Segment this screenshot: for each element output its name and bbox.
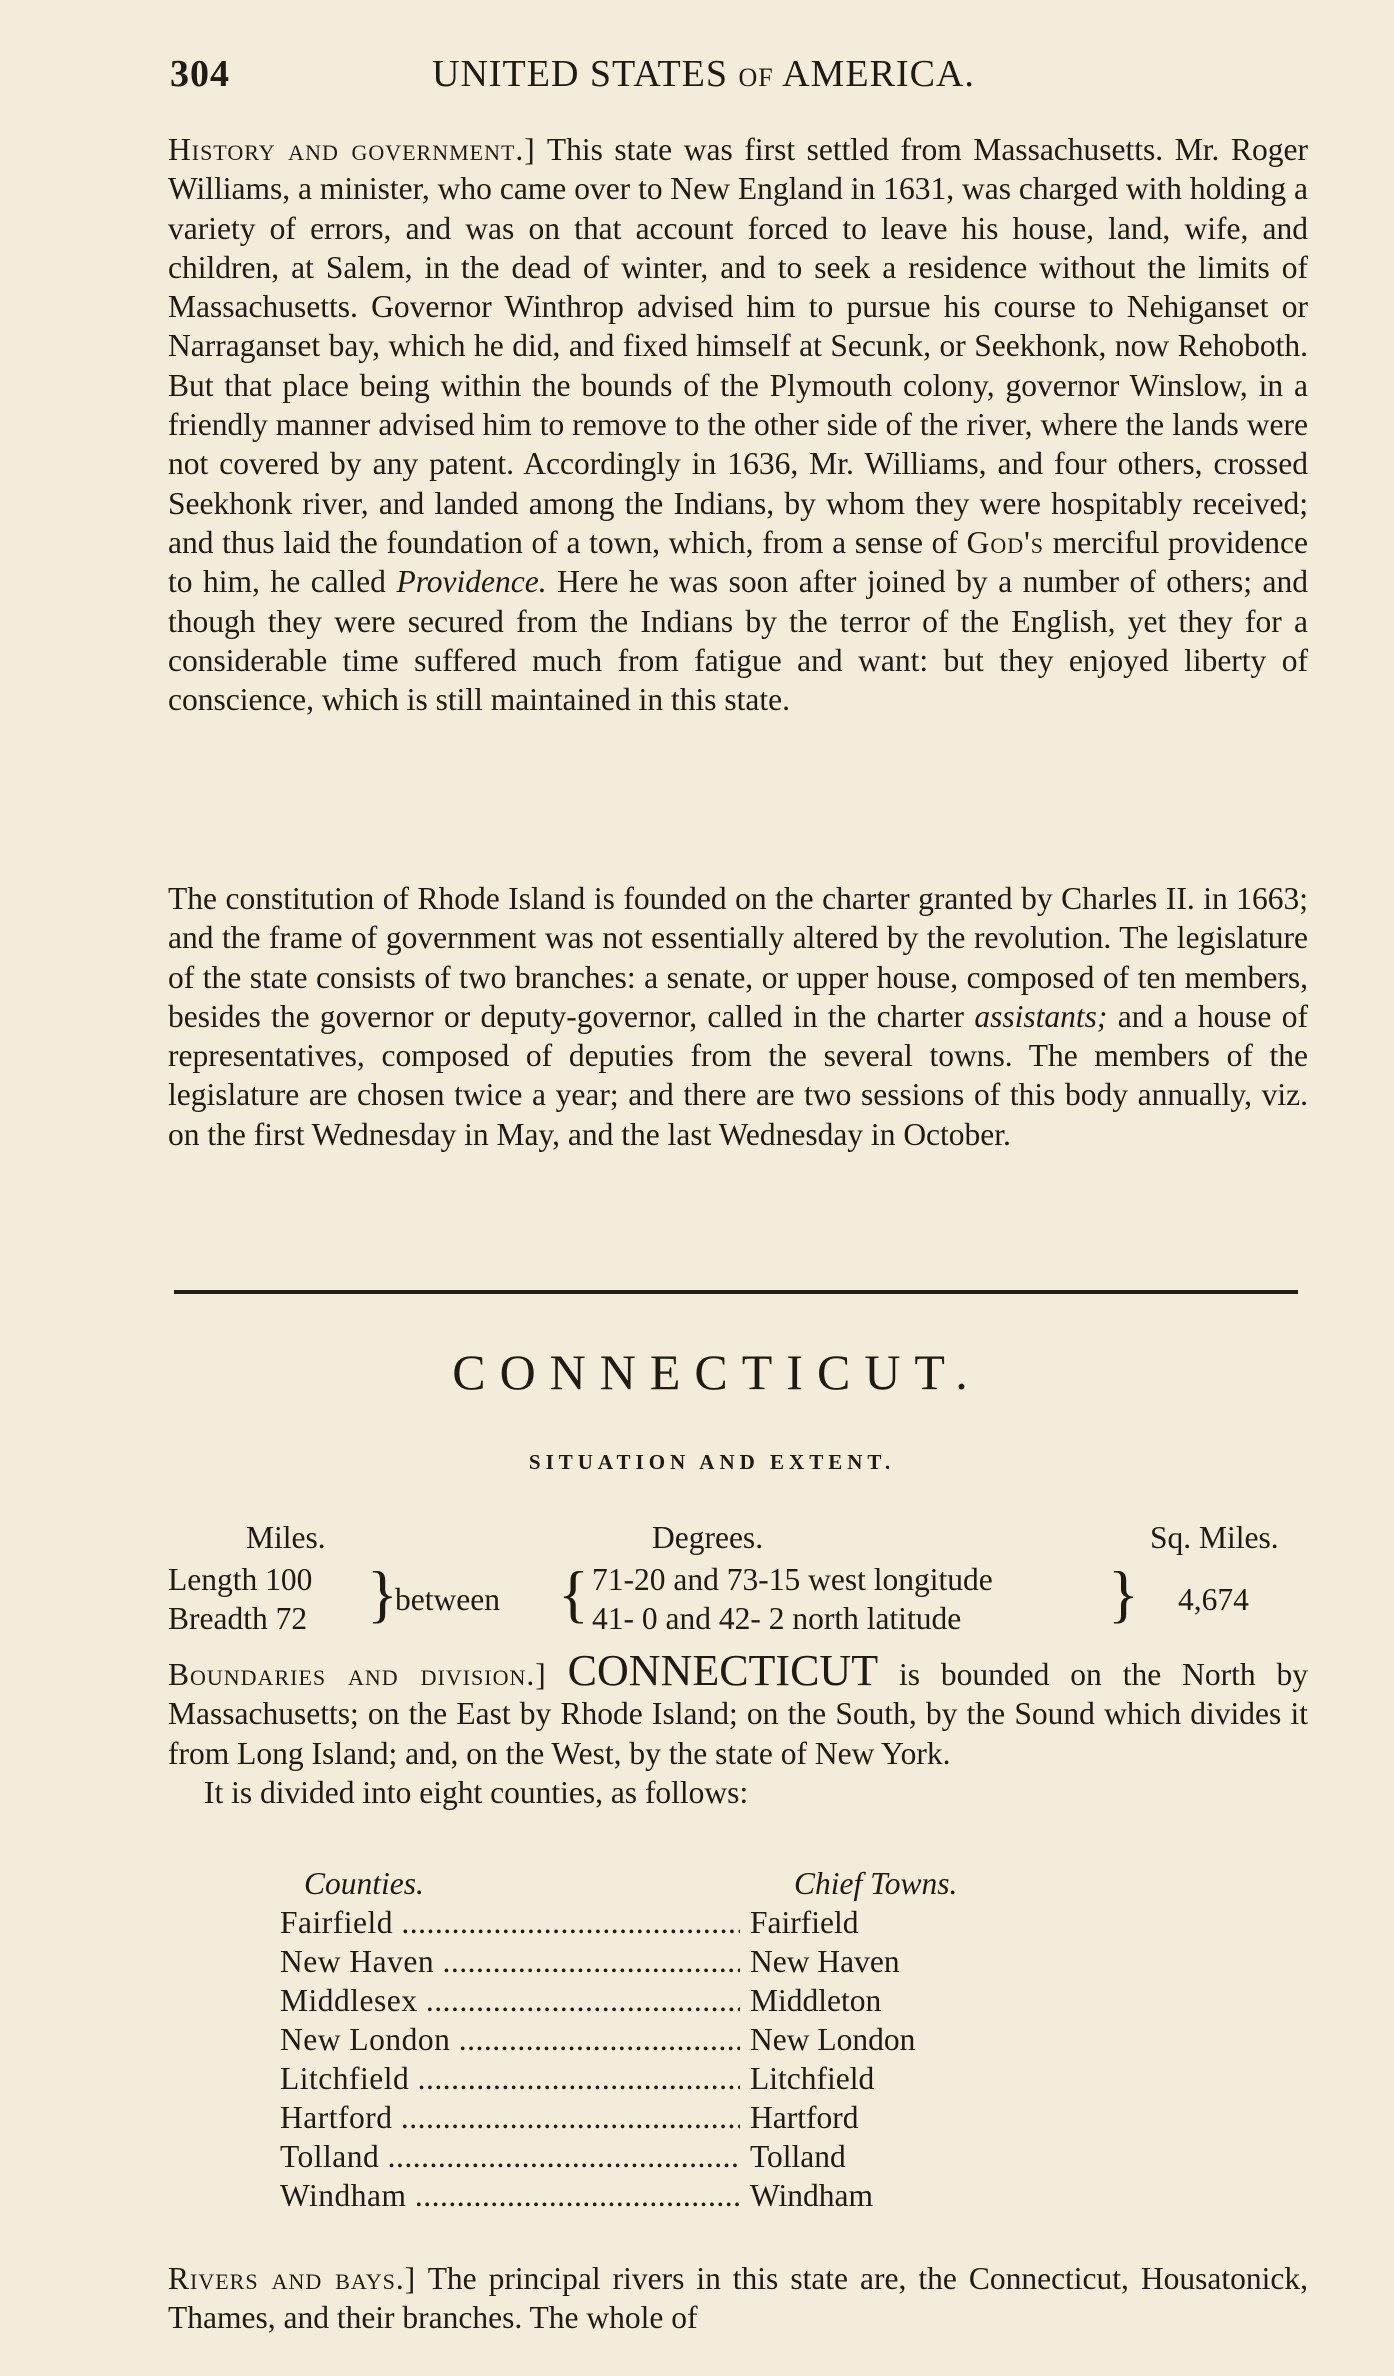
brace-left: } xyxy=(367,1558,398,1629)
rivers-paragraph: Rivers and bays.] The principal rivers in this state are, the Connecticut, Housatonick, Thames, and their branches. The whole of xyxy=(168,2261,1308,2336)
page-number: 304 xyxy=(170,53,230,95)
running-title: UNITED STATES OF AMERICA. xyxy=(432,53,975,95)
extent-col-sqmiles: Sq. Miles. xyxy=(1150,1520,1279,1555)
extent-longitude: 71-20 and 73-15 west longitude xyxy=(592,1562,993,1597)
extent-breadth: Breadth 72 xyxy=(168,1601,308,1636)
table-row: Windham ..... Windham xyxy=(280,2176,1040,2215)
extent-area: 4,674 xyxy=(1178,1582,1249,1617)
section-divider xyxy=(174,1290,1298,1294)
extent-between: between xyxy=(395,1582,500,1617)
extent-col-degrees: Degrees. xyxy=(652,1520,764,1555)
table-row: New London ..... New London xyxy=(280,2020,1040,2059)
table-row: Hartford ..... Hartford xyxy=(280,2098,1040,2137)
boundaries-paragraph: Boundaries and division.] CONNECTICUT is bounded on the North by Massachusetts; on the East by Rhode Island; on the South, by the Sound which divides it from Long Island; and, on the West, by the state of New York. It is divided into eight counties, as follows: xyxy=(168,1646,1309,1810)
counties-header: Counties. Chief Towns. xyxy=(304,1866,958,1901)
table-row: Middlesex ..... Middleton xyxy=(280,1981,1040,2020)
section-heading: Boundaries and division.] xyxy=(168,1657,547,1692)
extent-latitude: 41- 0 and 42- 2 north latitude xyxy=(592,1601,962,1636)
table-row: Tolland ..... Tolland xyxy=(280,2137,1040,2176)
extent-col-miles: Miles. xyxy=(246,1520,326,1555)
running-header xyxy=(170,48,1300,108)
section-heading: Rivers and bays.] xyxy=(168,2261,417,2296)
brace-right: } xyxy=(1108,1558,1139,1629)
brace-middle: { xyxy=(558,1558,589,1629)
table-row: Litchfield ..... Litchfield xyxy=(280,2059,1040,2098)
constitution-paragraph: The constitution of Rhode Island is founded on the charter granted by Charles II. in 1663; and the frame of government was not essentially altered by the revolution. The legislature of the state consists of two branches: a senate, or upper house, composed of ten members, besides the governor or deputy-governor, called in the charter assistants; and a house of representatives, composed of deputies from the several towns. The members of the legislature are chosen twice a year; and there are two sessions of this body annually, viz. on the first Wednesday in May, and the last Wednesday in October. xyxy=(168,881,1308,1152)
table-row: Fairfield ..... Fairfield xyxy=(280,1903,1040,1942)
table-row: New Haven ..... New Haven xyxy=(280,1942,1040,1981)
section-heading: History and government.] xyxy=(168,132,536,167)
state-title: CONNECTICUT. xyxy=(452,1344,982,1400)
counties-table xyxy=(280,1864,1040,2215)
history-paragraph: History and government.] This state was first settled from Massachusetts. Mr. Roger Williams, a minister, who came over to New England in 1631, was charged with holding a variety of errors, and was on that account forced to leave his house, land, wife, and children, at Salem, in the dead of winter, and to seek a residence without the limits of Massachusetts. Governor Winthrop advised him to pursue his course to Nehiganset or Narraganset bay, which he did, and fixed himself at Secunk, or Seekhonk, now Rehoboth. But that place being within the bounds of the Plymouth colony, governor Winslow, in a friendly manner advised him to remove to the other side of the river, where the lands were not covered by any patent. Accordingly in 1636, Mr. Williams, and four others, crossed Seekhonk river, and landed among the Indians, by whom they were hospitably received; and thus laid the foundation of a town, which, from a sense of God's merciful providence to him, he called Providence. Here he was soon after joined by a number of others; and though they were secured from the Indians by the terror of the English, yet they for a considerable time suffered much from fatigue and want: but they enjoyed liberty of conscience, which is still maintained in this state. xyxy=(168,132,1309,718)
section-subheading: SITUATION AND EXTENT. xyxy=(528,1450,896,1474)
extent-length: Length 100 xyxy=(168,1562,313,1597)
